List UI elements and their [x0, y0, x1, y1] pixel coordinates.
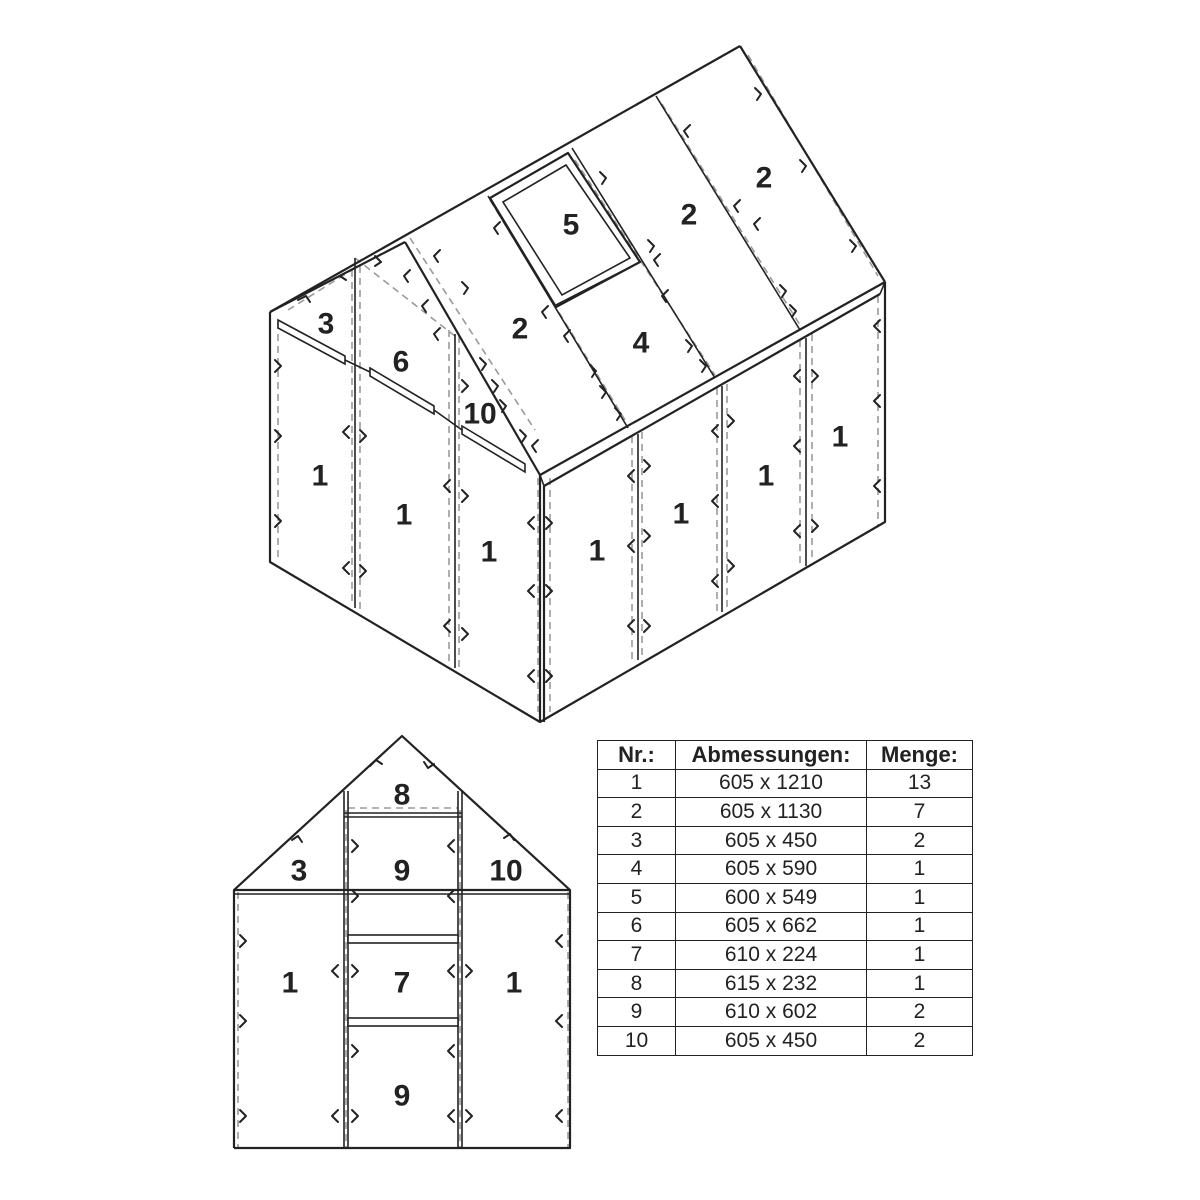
- front-label-1-left: 1: [281, 966, 299, 1000]
- cell-dimensions: 605 x 590: [676, 855, 867, 884]
- iso-label-2-a: 2: [511, 312, 529, 346]
- table-row: [598, 998, 973, 1027]
- cell-nr: 9: [598, 998, 676, 1027]
- cell-quantity: 2: [867, 998, 973, 1027]
- cell-quantity: 2: [867, 826, 973, 855]
- iso-label-1-a: 1: [311, 459, 329, 493]
- table-row: [598, 883, 973, 912]
- table-header-row: [598, 741, 973, 770]
- cell-dimensions: 605 x 1210: [676, 769, 867, 798]
- cell-quantity: 1: [867, 969, 973, 998]
- cell-nr: 10: [598, 1026, 676, 1055]
- cell-dimensions: 600 x 549: [676, 883, 867, 912]
- cell-dimensions: 610 x 224: [676, 941, 867, 970]
- cell-nr: 5: [598, 883, 676, 912]
- iso-label-1-b: 1: [395, 498, 413, 532]
- front-label-1-right: 1: [505, 966, 523, 1000]
- table-row: [598, 969, 973, 998]
- header-menge: Menge:: [867, 741, 973, 770]
- table-row: [598, 826, 973, 855]
- cell-dimensions: 605 x 450: [676, 1026, 867, 1055]
- iso-label-6: 6: [392, 345, 410, 379]
- iso-label-3: 3: [317, 307, 335, 341]
- iso-label-2-b: 2: [680, 198, 698, 232]
- cell-quantity: 2: [867, 1026, 973, 1055]
- cell-nr: 1: [598, 769, 676, 798]
- table-row: [598, 798, 973, 827]
- iso-label-1-c: 1: [480, 535, 498, 569]
- cell-quantity: 1: [867, 883, 973, 912]
- cell-dimensions: 610 x 602: [676, 998, 867, 1027]
- iso-label-2-c: 2: [755, 161, 773, 195]
- header-abmessungen: Abmessungen:: [676, 741, 867, 770]
- iso-label-1-g: 1: [831, 420, 849, 454]
- front-label-8: 8: [393, 778, 411, 812]
- parts-table: [597, 740, 973, 1056]
- cell-nr: 3: [598, 826, 676, 855]
- front-labels: [282, 779, 523, 1113]
- front-label-3: 3: [290, 854, 308, 888]
- front-label-10: 10: [489, 854, 523, 888]
- iso-label-4: 4: [632, 326, 650, 360]
- cell-dimensions: 605 x 1130: [676, 798, 867, 827]
- cell-dimensions: 605 x 450: [676, 826, 867, 855]
- front-label-9-bottom: 9: [393, 1079, 411, 1113]
- isometric-view: [270, 46, 885, 722]
- table-row: [598, 769, 973, 798]
- cell-nr: 8: [598, 969, 676, 998]
- cell-quantity: 1: [867, 941, 973, 970]
- iso-label-10: 10: [463, 397, 497, 431]
- iso-label-1-d: 1: [588, 534, 606, 568]
- table-row: [598, 912, 973, 941]
- cell-quantity: 1: [867, 912, 973, 941]
- cell-dimensions: 605 x 662: [676, 912, 867, 941]
- panel-dividers: [355, 96, 806, 668]
- cell-quantity: 13: [867, 769, 973, 798]
- cell-nr: 6: [598, 912, 676, 941]
- ridge-bars: [278, 320, 525, 472]
- iso-label-5: 5: [562, 208, 580, 242]
- table-row: [598, 855, 973, 884]
- frame-dashes: [278, 55, 878, 712]
- cell-nr: 4: [598, 855, 676, 884]
- cell-quantity: 1: [867, 855, 973, 884]
- outer-edges: [270, 46, 885, 722]
- clips: [275, 88, 880, 682]
- cell-quantity: 7: [867, 798, 973, 827]
- cell-nr: 7: [598, 941, 676, 970]
- iso-label-1-f: 1: [757, 459, 775, 493]
- header-nr: Nr.:: [598, 741, 676, 770]
- front-label-7: 7: [393, 966, 411, 1000]
- front-label-9-top: 9: [393, 854, 411, 888]
- cell-nr: 2: [598, 798, 676, 827]
- front-view: [234, 736, 570, 1148]
- table-row: [598, 1026, 973, 1055]
- cell-dimensions: 615 x 232: [676, 969, 867, 998]
- iso-label-1-e: 1: [672, 497, 690, 531]
- table-row: [598, 941, 973, 970]
- isometric-labels: [312, 162, 849, 569]
